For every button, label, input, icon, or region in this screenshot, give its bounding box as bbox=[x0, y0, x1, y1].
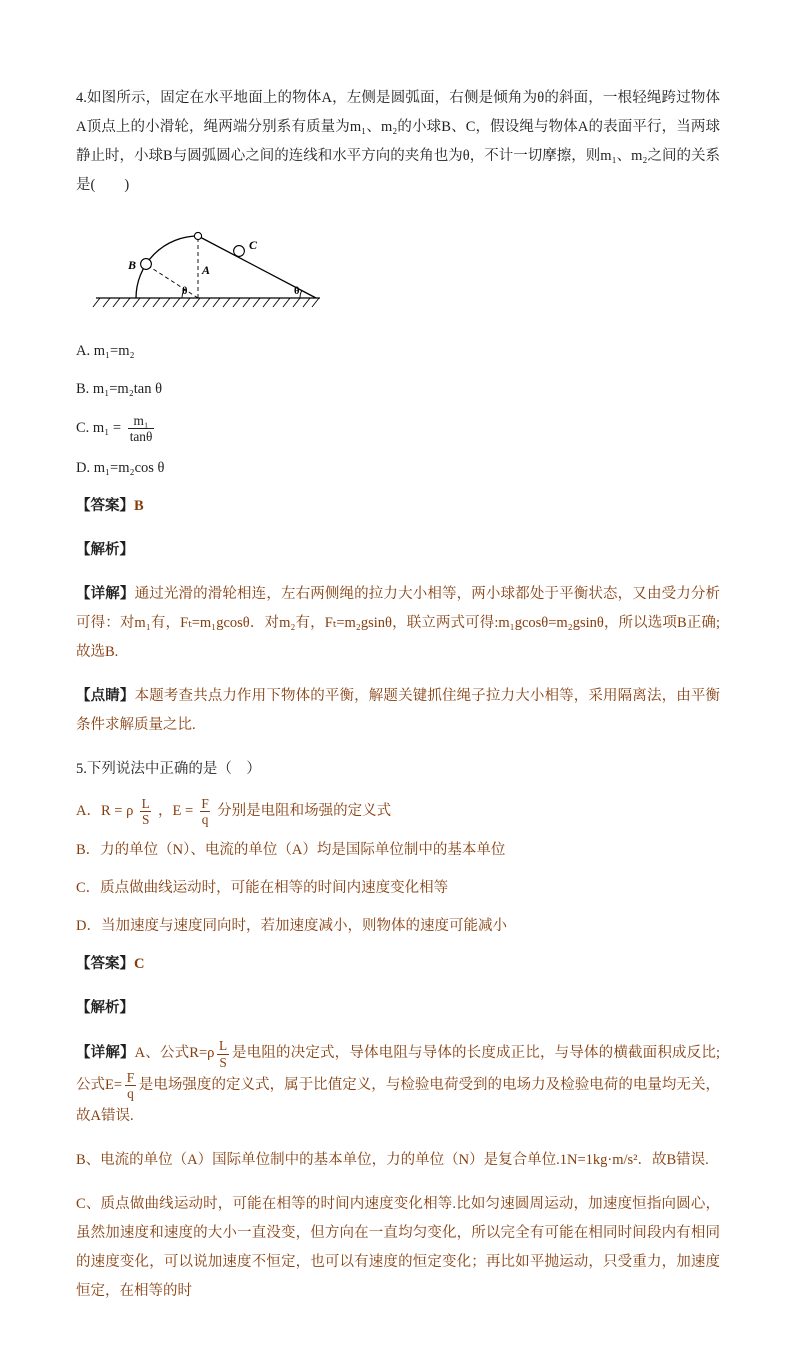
answer-marker: 【答案】 bbox=[76, 497, 134, 514]
ball-b bbox=[141, 259, 152, 270]
q4-option-b: B. m₁=m₂tan θ bbox=[76, 381, 163, 397]
q5-detail-a-seg3: 是电场强度的定义式，属于比值定义，与检验电荷受到的电场力及检验电荷的电量均无关，故A错误. bbox=[76, 1077, 720, 1124]
tip-marker: 【点睛】 bbox=[76, 687, 135, 704]
q4-option-c-fraction bbox=[128, 413, 155, 445]
q5-analysis-line bbox=[76, 994, 720, 1023]
label-object-a: A bbox=[202, 263, 211, 277]
q4-option-d: D. m₁=m₂cos θ bbox=[76, 459, 165, 476]
label-ball-c: C bbox=[249, 238, 258, 252]
analysis-marker: 【解析】 bbox=[76, 541, 134, 558]
theta-right-label: θ bbox=[294, 286, 300, 297]
q4-option-c-prefix: C. m₁ = bbox=[76, 420, 122, 437]
ball-c bbox=[234, 246, 245, 257]
fraction-denominator: tanθ bbox=[129, 429, 153, 445]
q4-answer-value: B bbox=[134, 497, 144, 514]
fraction-numerator: L bbox=[141, 795, 150, 811]
q5-option-a-seg3: 分别是电阻和场强的定义式 bbox=[217, 802, 392, 819]
answer-marker: 【答案】 bbox=[76, 956, 134, 973]
radius-dashed-line bbox=[147, 265, 198, 298]
fraction-denominator: q bbox=[201, 812, 209, 828]
field-fraction bbox=[125, 1070, 136, 1102]
q5-option-a-seg2: ，E = bbox=[157, 802, 194, 819]
q4-tip-paragraph bbox=[76, 682, 720, 740]
field-fraction bbox=[200, 796, 211, 828]
fraction-denominator: S bbox=[219, 1054, 227, 1070]
fraction-denominator: S bbox=[141, 812, 150, 828]
q5-answer-line bbox=[76, 950, 720, 979]
pulley-incline-diagram bbox=[86, 212, 336, 314]
q5-detail-a-seg2: 是电阻的决定式，导体电阻与导体的长度成正比，与导体的横截面积成反比;公式E= bbox=[76, 1045, 721, 1094]
q4-analysis-line bbox=[76, 536, 720, 565]
q5-detail-a-paragraph bbox=[76, 1038, 720, 1130]
detail-marker: 【详解】 bbox=[76, 585, 135, 602]
theta-left-label: θ bbox=[182, 286, 188, 297]
fraction-numerator: F bbox=[201, 795, 209, 811]
fraction-numerator: L bbox=[219, 1038, 228, 1054]
q5-stem: 5.下列说法中正确的是（ ） bbox=[76, 760, 261, 777]
q5-detail-c-paragraph: C、质点做曲线运动时，可能在相等的时间内速度变化相等.比如匀速圆周运动，加速度恒指向圆心，虽然加速度和速度的大小一直没变，但方向在一直均匀变化，所以完全有可能在相同时间段内有相同的速度变化，可以说加速度不恒定，也可以有速度的恒定变化；再比如平抛运动，只受重力，加速度恒定，在相等的时 bbox=[76, 1195, 720, 1299]
fraction-numerator: m₁ bbox=[133, 413, 149, 428]
pulley-icon bbox=[194, 232, 201, 239]
resistance-fraction bbox=[217, 1038, 228, 1070]
q5-option-a-seg1: A．R = ρ bbox=[76, 802, 134, 819]
detail-marker: 【详解】 bbox=[76, 1045, 135, 1062]
q4-option-a: A. m₁=m₂ bbox=[76, 343, 135, 359]
fraction-numerator: F bbox=[126, 1070, 135, 1086]
q5-option-b: B．力的单位（N）、电流的单位（A）均是国际单位制中的基本单位 bbox=[76, 842, 506, 859]
q5-option-a bbox=[76, 796, 720, 828]
fraction-denominator: q bbox=[127, 1086, 134, 1102]
ground-hatching bbox=[93, 298, 319, 307]
right-angle-arc bbox=[300, 291, 302, 299]
q4-option-c bbox=[76, 413, 720, 445]
resistance-fraction bbox=[140, 796, 151, 828]
q4-figure bbox=[86, 212, 720, 319]
q5-detail-a-seg1: A、公式R=ρ bbox=[134, 1045, 215, 1062]
q4-answer-line bbox=[76, 492, 720, 521]
q5-option-d: D．当加速度与速度同向时，若加速度减小，则物体的速度可能减小 bbox=[76, 918, 507, 935]
q5-detail-b-paragraph: B、电流的单位（A）国际单位制中的基本单位，力的单位（N）是复合单位.1N=1kg·m/s²．故B错误. bbox=[76, 1151, 709, 1168]
label-ball-b: B bbox=[128, 258, 137, 272]
q4-stem: 4.如图所示，固定在水平地面上的物体A，左侧是圆弧面，右侧是倾角为θ的斜面，一根轻绳跨过物体A顶点上的小滑轮，绳两端分别系有质量为m₁、m₂的小球B、C，假设绳与物体A的表面平行，当两球静止时，小球B与圆弧圆心之间的连线和水平方向的夹角也为θ，不计一切摩擦，则m₁、m₂之间的关系是( ) bbox=[76, 90, 720, 193]
q5-answer-value: C bbox=[134, 956, 145, 973]
q4-detail-paragraph bbox=[76, 580, 720, 667]
q4-detail-text: 通过光滑的滑轮相连，左右两侧绳的拉力大小相等，两小球都处于平衡状态，又由受力分析可得：对m₁有，Fₜ=m₁gcosθ．对m₂有，Fₜ=m₂gsinθ，联立两式可得:m₁gcosθ=m₂gsinθ，所以选项B正确;故选B. bbox=[76, 585, 721, 660]
q4-tip-text: 本题考查共点力作用下物体的平衡，解题关键抓住绳子拉力大小相等，采用隔离法，由平衡条件求解质量之比. bbox=[76, 687, 721, 733]
analysis-marker: 【解析】 bbox=[76, 1000, 134, 1017]
q5-option-c: C．质点做曲线运动时，可能在相等的时间内速度变化相等 bbox=[76, 880, 449, 897]
